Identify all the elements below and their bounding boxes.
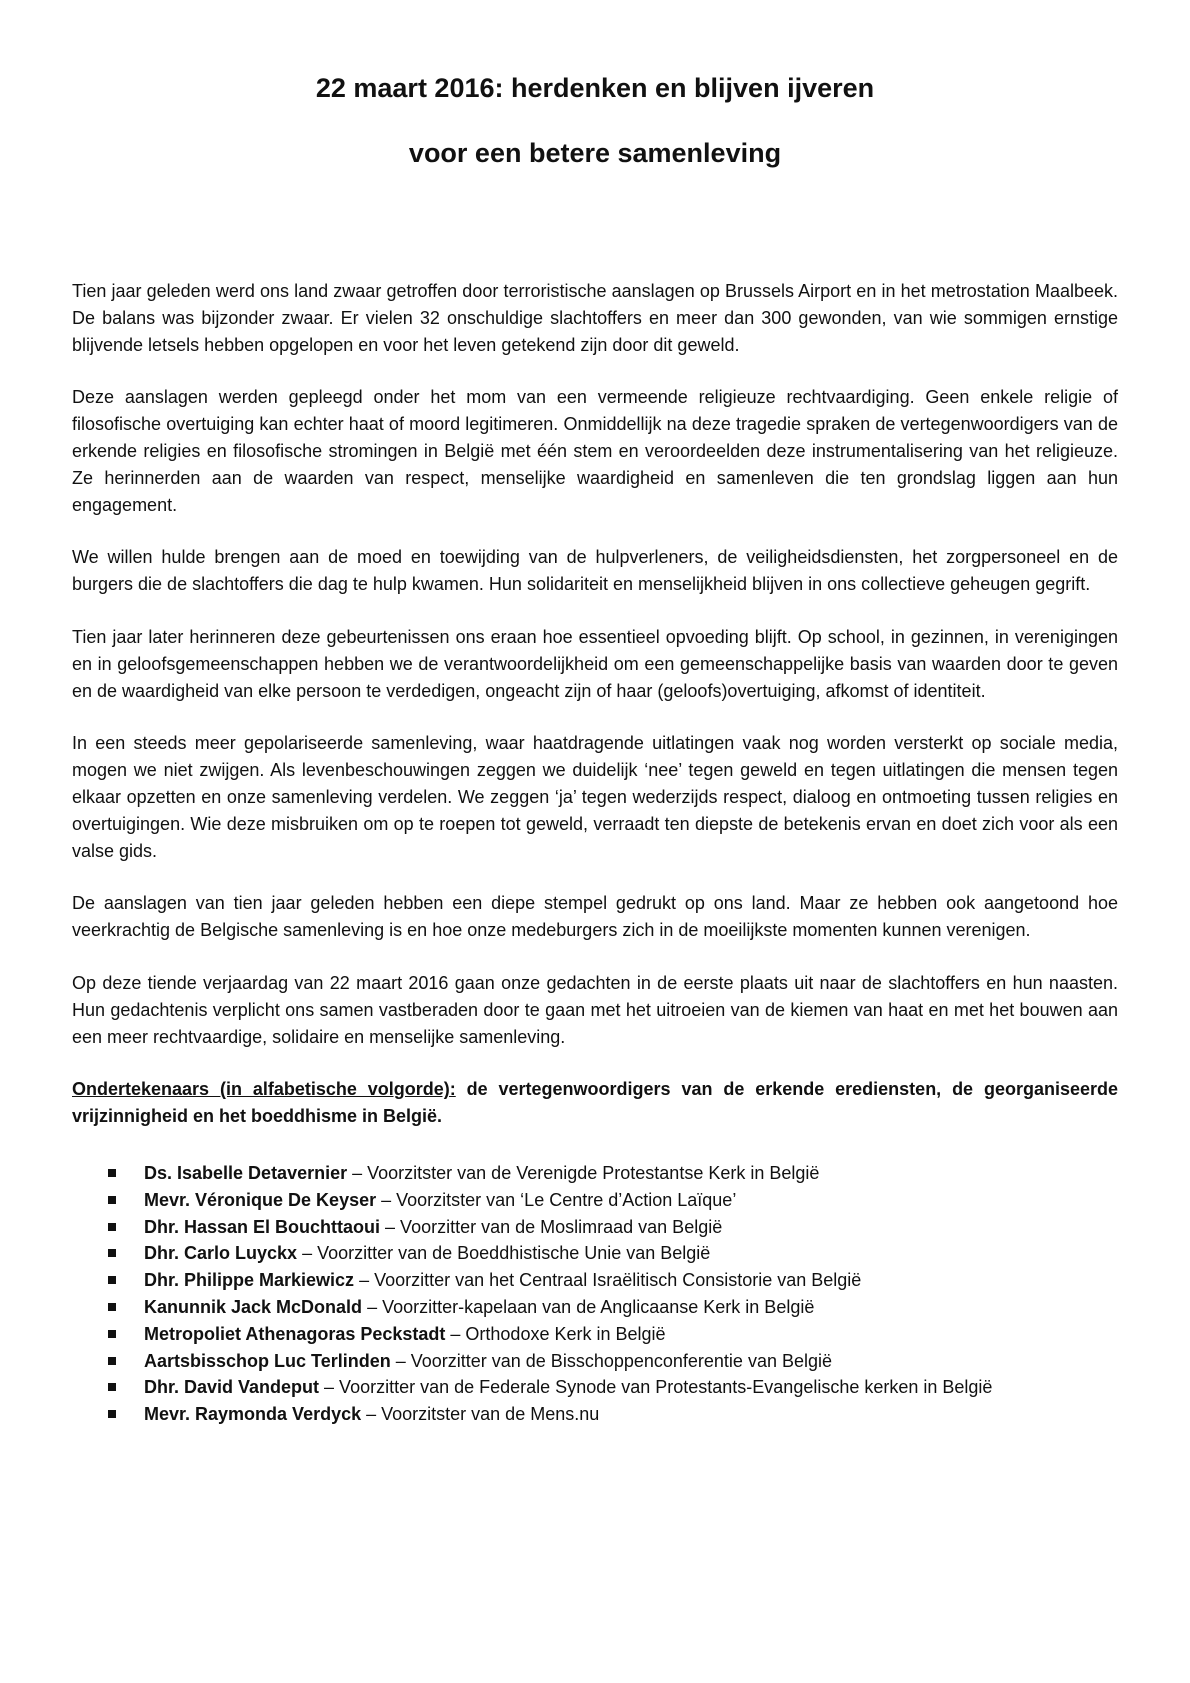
signer-name: Dhr. Philippe Markiewicz [144, 1270, 355, 1291]
signer-name: Aartsbisschop Luc Terlinden [144, 1350, 391, 1371]
signer-name: Dhr. David Vandeput [144, 1377, 320, 1398]
signer-role: – Voorzitster van de Mens.nu [361, 1404, 600, 1425]
list-item [108, 1294, 1118, 1321]
bullet-icon [108, 1276, 116, 1284]
title-block [0, 72, 1190, 170]
list-item [108, 1214, 1118, 1241]
bullet-icon [108, 1196, 116, 1204]
signer-role: – Voorzitter-kapelaan van de Anglicaanse Kerk in België [362, 1296, 815, 1317]
signer-name: Mevr. Raymonda Verdyck [144, 1404, 362, 1425]
signer-role: – Voorzitter van de Bisschoppenconferentie van België [390, 1350, 832, 1371]
signers-intro: de vertegenwoordigers van de erkende erediensten, de georganiseerde vrijzinnigheid en het boeddhisme in België. [72, 1079, 1119, 1127]
bullet-icon [108, 1330, 116, 1338]
signer-role: – Voorzitter van de Boeddhistische Unie van België [297, 1243, 711, 1264]
paragraph: De aanslagen van tien jaar geleden hebben een diepe stempel gedrukt op ons land. Maar ze hebben ook aangetoond hoe veerkrachtig de Belgische samenleving is en hoe onze medeburgers zich in de moeilijkste momenten kunnen verenigen. [72, 893, 1118, 941]
page-subtitle: voor een betere samenleving [408, 138, 782, 168]
list-item [108, 1348, 1118, 1375]
signer-role: – Orthodoxe Kerk in België [445, 1323, 666, 1344]
list-item [108, 1374, 1118, 1401]
signers-paragraph [72, 1076, 1118, 1130]
bullet-icon [108, 1249, 116, 1257]
signer-role: – Voorzitter van het Centraal Israëlitisch Consistorie van België [354, 1270, 862, 1291]
signer-name: Dhr. Carlo Luyckx [144, 1243, 298, 1264]
paragraph: Deze aanslagen werden gepleegd onder het mom van een vermeende religieuze rechtvaardiging. Geen enkele religie of filosofische overtuiging kan echter haat of moord legitimeren. Onmiddellijk na deze tragedie spraken de vertegenwoordigers van de erkende religies en filosofische stromingen in België met één stem en veroordeelden deze instrumentalisering van het religieuze. Ze herinnerden aan de waarden van respect, menselijke waardigheid en samenleven die ten grondslag liggen aan hun engagement. [72, 387, 1118, 515]
signer-name: Metropoliet Athenagoras Peckstadt [144, 1323, 446, 1344]
paragraph: Op deze tiende verjaardag van 22 maart 2016 gaan onze gedachten in de eerste plaats uit naar de slachtoffers en hun naasten. Hun gedachtenis verplicht ons samen vastberaden door te gaan met het uitroeien van de kiemen van haat en met het bouwen aan een meer rechtvaardige, solidaire en menselijke samenleving. [72, 972, 1118, 1047]
signer-name: Ds. Isabelle Detavernier [144, 1162, 348, 1183]
paragraph: We willen hulde brengen aan de moed en toewijding van de hulpverleners, de veiligheidsdiensten, het zorgpersoneel en de burgers die de slachtoffers die dag te hulp kwamen. Hun solidariteit en menselijkheid blijven in ons collectieve geheugen gegrift. [72, 547, 1118, 595]
paragraph: Tien jaar geleden werd ons land zwaar getroffen door terroristische aanslagen op Brussels Airport en in het metrostation Maalbeek. De balans was bijzonder zwaar. Er vielen 32 onschuldige slachtoffers en meer dan 300 gewonden, van wie sommigen ernstige blijvende letsels hebben opgelopen en voor het leven getekend zijn door dit geweld. [72, 281, 1118, 355]
bullet-icon [108, 1303, 116, 1311]
page-title: 22 maart 2016: herdenken en blijven ijveren [315, 73, 875, 103]
list-item [108, 1321, 1118, 1348]
signer-role: – Voorzitster van ‘Le Centre d’Action Laïque’ [376, 1189, 737, 1210]
signer-name: Kanunnik Jack McDonald [144, 1296, 363, 1317]
signers-list [72, 1160, 1118, 1428]
paragraph: Tien jaar later herinneren deze gebeurtenissen ons eraan hoe essentieel opvoeding blijft. Op school, in gezinnen, in verenigingen en in geloofsgemeenschappen hebben we de verantwoordelijkheid om een gemeenschappelijke basis van waarden door te geven en de waardigheid van elke persoon te verdedigen, ongeacht zijn of haar (geloofs)overtuiging, afkomst of identiteit. [72, 626, 1118, 701]
signer-name: Dhr. Hassan El Bouchttaoui [144, 1216, 381, 1237]
document-body [72, 278, 1118, 1428]
signer-role: – Voorzitter van de Federale Synode van Protestants-Evangelische kerken in België [319, 1377, 993, 1398]
signers-heading: Ondertekenaars (in alfabetische volgorde): [72, 1079, 456, 1100]
list-item [108, 1240, 1118, 1267]
list-item [108, 1401, 1118, 1428]
bullet-icon [108, 1169, 116, 1177]
list-item [108, 1267, 1118, 1294]
list-item [108, 1160, 1118, 1187]
bullet-icon [108, 1410, 116, 1418]
bullet-icon [108, 1357, 116, 1365]
list-item [108, 1187, 1118, 1214]
paragraph: In een steeds meer gepolariseerde samenleving, waar haatdragende uitlatingen vaak nog worden versterkt op sociale media, mogen we niet zwijgen. Als levenbeschouwingen zeggen we duidelijk ‘nee’ tegen geweld en tegen uitlatingen die mensen tegen elkaar opzetten en onze samenleving verdelen. We zeggen ‘ja’ tegen wederzijds respect, dialoog en ontmoeting tussen religies en overtuigingen. Wie deze misbruiken om op te roepen tot geweld, verraadt ten diepste de betekenis ervan en doet zich voor als een valse gids. [72, 733, 1118, 861]
signer-role: – Voorzitter van de Moslimraad van België [380, 1216, 723, 1237]
signer-name: Mevr. Véronique De Keyser [144, 1189, 377, 1210]
bullet-icon [108, 1383, 116, 1391]
bullet-icon [108, 1223, 116, 1231]
signer-role: – Voorzitster van de Verenigde Protestantse Kerk in België [347, 1162, 820, 1183]
